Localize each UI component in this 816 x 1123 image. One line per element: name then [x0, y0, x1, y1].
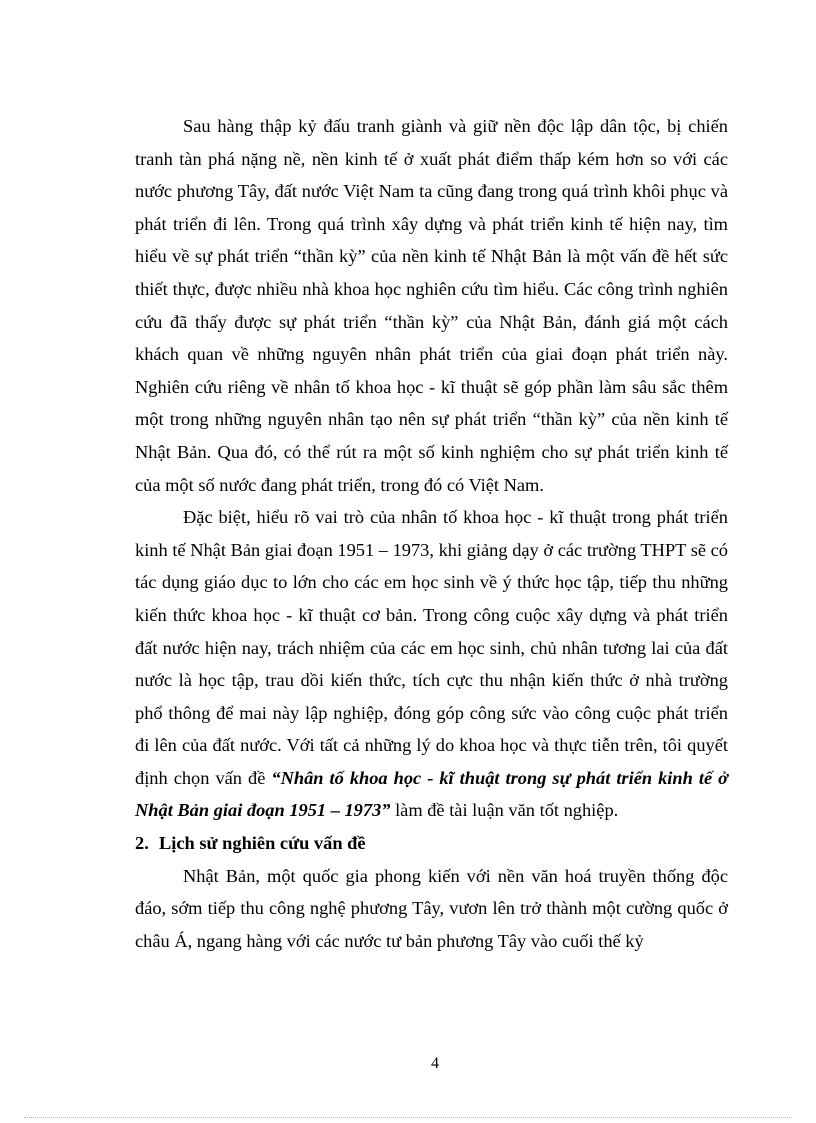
section-title: Lịch sử nghiên cứu vấn đề	[159, 833, 366, 854]
section-heading	[135, 827, 728, 860]
paragraph-significance-end: làm đề tài luận văn tốt nghiệp.	[390, 800, 619, 821]
body-text	[135, 110, 728, 957]
paragraph-rationale: Sau hàng thập kỷ đấu tranh giành và giữ nền độc lập dân tộc, bị chiến tranh tàn phá nặng nề, nền kinh tế ở xuất phát điểm thấp kém hơn so với các nước phương Tây, đất nước Việt Nam ta cũng đang trong quá trình khôi phục và phát triển đi lên. Trong quá trình xây dựng và phát triển kinh tế hiện nay, tìm hiểu về sự phát triển “thần kỳ” của nền kinh tế Nhật Bản là một vấn đề hết sức thiết thực, được nhiều nhà khoa học nghiên cứu tìm hiểu. Các công trình nghiên cứu đã thấy được sự phát triển “thần kỳ” của Nhật Bản, đánh giá một cách khách quan về những nguyên nhân phát triển của giai đoạn phát triển này. Nghiên cứu riêng về nhân tố khoa học - kĩ thuật sẽ góp phần làm sâu sắc thêm một trong những nguyên nhân tạo nên sự phát triển “thần kỳ” của nền kinh tế Nhật Bản. Qua đó, có thể rút ra một số kinh nghiệm cho sự phát triển kinh tế của một số nước đang phát triển, trong đó có Việt Nam.	[135, 116, 728, 495]
thesis-topic: “Nhân tố khoa học - kĩ thuật trong sự phát triển kinh tế ở Nhật Bản giai đoạn 1951 – 1973”	[135, 767, 729, 821]
paragraph-significance-text: Đặc biệt, hiểu rõ vai trò của nhân tố khoa học - kĩ thuật trong phát triển kinh tế Nhật Bản giai đoạn 1951 – 1973, khi giảng dạy ở các trường THPT sẽ có tác dụng giáo dục to lớn cho các em học sinh về ý thức học tập, tiếp thu những kiến thức khoa học - kĩ thuật cơ bản. Trong công cuộc xây dựng và phát triển đất nước hiện nay, trách nhiệm của các em học sinh, chủ nhân tương lai của đất nước là học tập, trau dồi kiến thức, tích cực thu nhận kiến thức ở nhà trường phổ thông để mai này lập nghiệp, đóng góp công sức vào công cuộc phát triển đi lên của đất nước. Với tất cả những lý do khoa học và thực tiễn trên, tôi quyết định chọn vấn đề	[135, 507, 728, 788]
section-number: 2.	[135, 833, 149, 854]
paragraph-history: Nhật Bản, một quốc gia phong kiến với nền văn hoá truyền thống độc đáo, sớm tiếp thu công nghệ phương Tây, vươn lên trở thành một cường quốc ở châu Á, ngang hàng với các nước tư bản phương Tây vào cuối thế kỷ	[135, 865, 728, 951]
paragraph-significance	[135, 501, 728, 827]
page-break-divider	[24, 1117, 792, 1118]
page-number: 4	[431, 1055, 439, 1072]
